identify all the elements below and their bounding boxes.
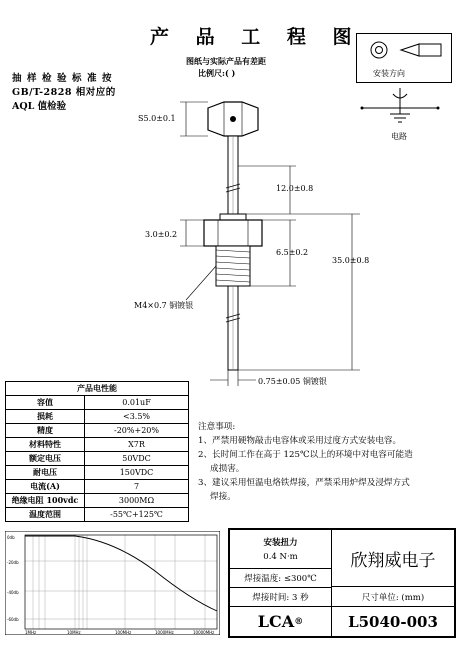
capacitor-circuit-icon (360, 88, 440, 130)
table-row: 损耗 <3.5% (6, 410, 189, 424)
attenuation-graph (5, 531, 220, 635)
unit-cell: 尺寸单位: (mm) (331, 586, 455, 607)
notes-heading: 注意事项: (198, 422, 236, 432)
torque-label: 安装扭力 (263, 538, 298, 548)
table-row: 温度范围 -55℃+125℃ (6, 508, 189, 522)
table-row: 精度 -20%+20% (6, 424, 189, 438)
sampling-line: 抽样检验标准按 (12, 73, 118, 84)
table-row: 材料特性 X7R (6, 438, 189, 452)
table-row: 耐电压 150VDC (6, 466, 189, 480)
dim-12: 12.0±0.8 (276, 184, 314, 193)
note-item: 1、严禁用硬物敲击电容体或采用过度方式安装电容。 (198, 436, 402, 446)
note-item-cont: 焊接。 (210, 492, 236, 502)
title-block (228, 528, 456, 638)
table-row: 电流(A) 7 (6, 480, 189, 494)
torque-value: 0.4 N·m (263, 552, 298, 562)
temp-cell: 焊接温度: ≤300℃ (229, 568, 332, 588)
table-row: 绝缘电阻 100vdc 3000MΩ (6, 494, 189, 508)
logo (229, 606, 332, 637)
dim-hex: S5.0±0.1 (138, 114, 176, 123)
install-direction-label: 安装方向 (373, 69, 405, 78)
dim-6-5: 6.5±0.2 (276, 248, 309, 257)
registered-mark: ® (294, 616, 304, 627)
spec-header: 产品电性能 (6, 382, 189, 396)
sampling-standard (12, 72, 117, 114)
table-row: 额定电压 50VDC (6, 452, 189, 466)
x-tick: 1000MHz (155, 630, 174, 635)
notes (198, 420, 413, 504)
dim-3: 3.0±0.2 (145, 230, 178, 239)
dim-wire: 0.75±0.05 铜镀银 (258, 377, 327, 386)
note-item-cont: 成损害。 (210, 464, 245, 474)
note-item: 2、长时间工作在高于 125℃以上的环境中对电容可能造 (198, 450, 413, 460)
x-tick: 10MHz (67, 630, 81, 635)
x-tick: 10000MHz (193, 630, 215, 635)
drawing-disclaimer: 图纸与实际产品有差距 (186, 56, 266, 66)
part-number: L5040-003 (331, 606, 455, 637)
logo-text: LCA (257, 612, 295, 631)
y-tick: -60db (7, 617, 19, 622)
x-tick: 1MHz (25, 630, 37, 635)
circuit-label: 电路 (391, 132, 407, 141)
scale-label: 比例尺:( ) (198, 68, 236, 78)
dim-thread: M4×0.7 铜镀银 (134, 301, 194, 310)
table-row: 容值 0.01uF (6, 396, 189, 410)
y-tick: -40db (7, 590, 19, 595)
x-tick: 100MHz (115, 630, 132, 635)
dim-35: 35.0±0.8 (332, 256, 370, 265)
y-tick: 0db (7, 535, 15, 540)
page-title: 产 品 工 程 图 (150, 26, 362, 48)
company-name: 欣翔威电子 (331, 529, 455, 587)
sampling-line: AQL 值检验 (12, 101, 67, 112)
torque-cell (229, 529, 332, 569)
time-cell: 焊接时间: 3 秒 (229, 587, 332, 607)
y-tick: -20db (7, 560, 19, 565)
sampling-line: GB/T-2828 相对应的 (12, 87, 116, 98)
electrical-spec-table (5, 381, 189, 522)
note-item: 3、建议采用恒温电烙铁焊接，严禁采用炉焊及浸焊方式 (198, 478, 410, 488)
